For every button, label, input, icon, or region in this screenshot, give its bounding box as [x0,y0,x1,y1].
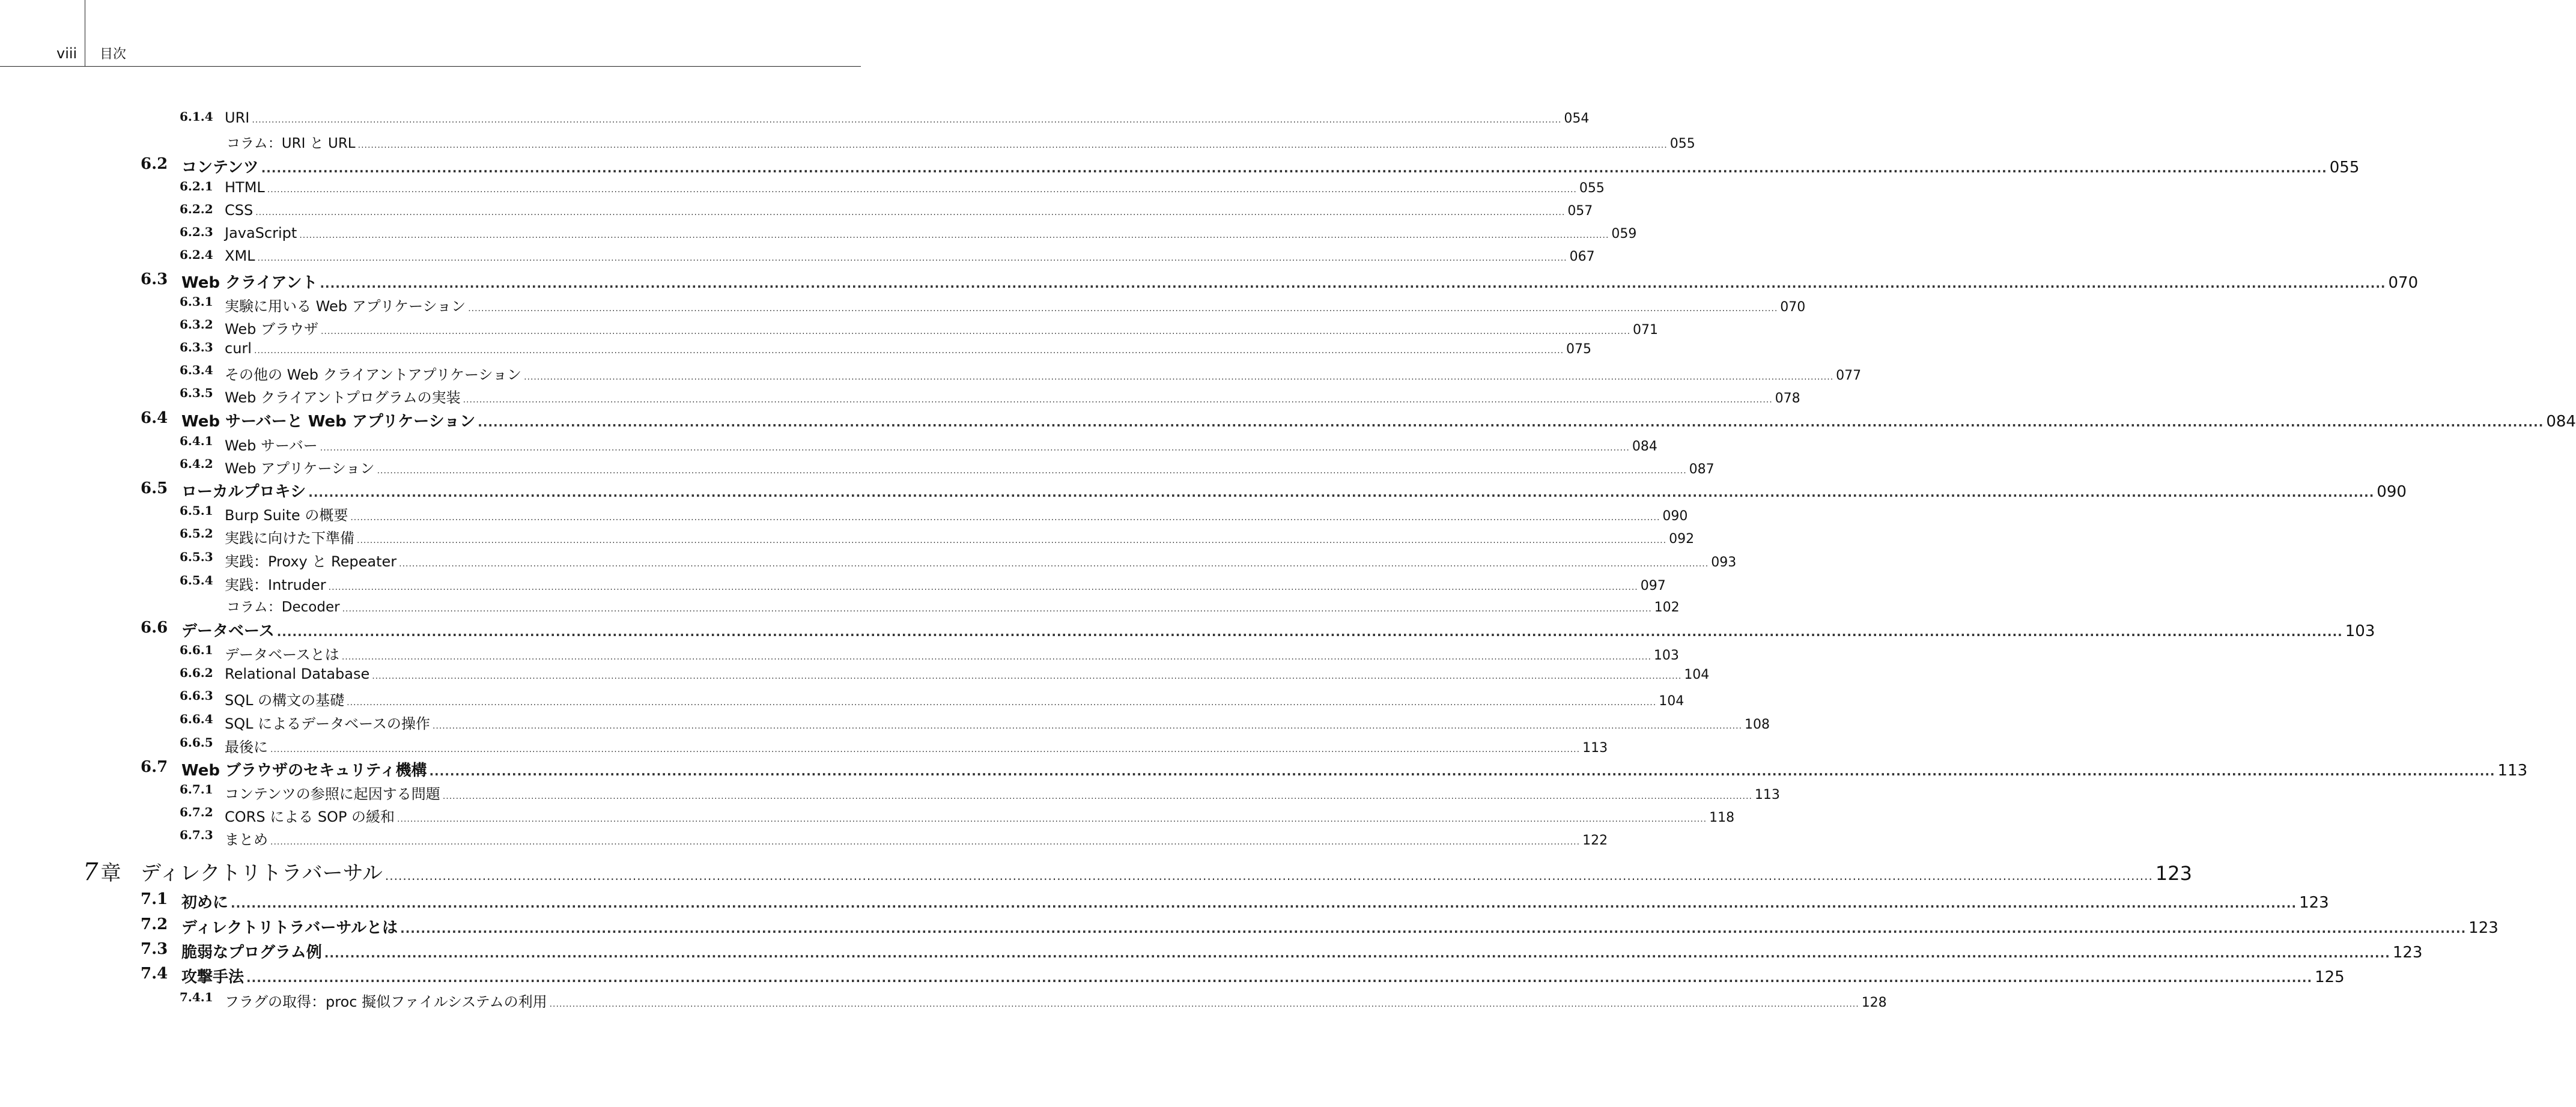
toc-subsection-entry [180,503,1688,524]
toc-section-entry [141,915,2499,937]
toc-entry-title: Web サーバーと Web アプリケーション [181,413,476,431]
dot-leader: ................................................................................................................................................................................................................................................................................................................................................................................................................ [270,837,1581,847]
toc-entry-page: 070 [2388,274,2419,292]
toc-section-entry [141,758,2528,780]
dot-leader: ................................................................................................................................................................................................................................................................................................................................................................................................................ [524,372,1834,382]
toc-entry-number [83,857,121,886]
toc-subsection-entry [180,573,1666,593]
toc-entry-page: 057 [1567,204,1593,219]
toc-entry-title: URI [225,109,250,126]
dot-leader: ................................................................................................................................................................................................................................................................................................................................................................................................................ [270,745,1581,754]
dot-leader: ................................................................................................................................................................................................................................................................................................................................................................................................................ [342,604,1652,614]
toc-entry-page: 071 [1633,323,1659,338]
toc-entry-title: コンテンツの参照に起因する問題 [225,786,440,802]
dot-leader: ................................................................................................................................................................................................................................................................................................................................................................................................................ [377,466,1687,476]
dot-leader: ................................................................................................................................................................................................................................................................................................................................................................................................................ [384,869,2153,883]
toc-section-entry [141,155,2360,177]
dot-leader: ................................................................................................................................................................................................................................................................................................................................................................................................................ [257,253,1567,263]
toc-entry-title: JavaScript [225,225,297,241]
toc-entry-number: 6.3.3 [180,340,213,354]
toc-subsection-entry [180,828,1608,848]
toc-subsection-entry [180,340,1592,358]
toc-subsection-entry [180,782,1780,802]
toc-subsection-entry [180,202,1593,220]
dot-leader: ................................................................................................................................................................................................................................................................................................................................................................................................................ [320,327,1631,336]
chapter-number: 7 [83,858,99,886]
toc-entry-page: 123 [2468,919,2499,937]
toc-subsection-entry [180,109,1590,127]
toc-entry-page: 103 [1653,648,1679,663]
toc-subsection-entry [180,990,1887,1010]
toc-entry-title: ローカルプロキシ [181,483,306,501]
toc-subsection-entry [180,456,1715,477]
toc-entry-title: フラグの取得：proc 擬似ファイルシステムの利用 [225,993,547,1010]
toc-entry-page: 118 [1709,810,1735,825]
toc-entry-number: 6.5.4 [180,573,213,587]
toc-entry-page: 104 [1659,694,1684,709]
toc-entry-title: Relational Database [225,666,370,682]
toc-entry-title: 実践に向けた下準備 [225,530,354,547]
toc-entry-number: 7.1 [141,890,168,908]
toc-entry-number: 6.2.4 [180,247,213,262]
toc-entry-number: 6.4.2 [180,456,213,471]
toc-entry-number: 6.5.2 [180,526,213,541]
toc-entry-title: その他の Web クライアントアプリケーション [225,366,522,383]
toc-subsection-entry [180,317,1659,338]
toc-entry-page: 059 [1611,226,1637,241]
toc-entry-page: 113 [1754,787,1780,802]
toc-entry-page: 123 [2155,862,2192,885]
dot-leader: ................................................................................................................................................................................................................................................................................................................................................................................................................ [324,946,2390,960]
toc-entry-page: 077 [1836,368,1862,383]
page-number: viii [56,45,77,62]
dot-leader: ................................................................................................................................................................................................................................................................................................................................................................................................................ [347,698,1657,708]
toc-entry-title: Web サーバー [225,437,318,454]
toc-entry-page: 054 [1564,111,1590,126]
dot-leader: ................................................................................................................................................................................................................................................................................................................................................................................................................ [350,513,1660,523]
toc-entry-title: 脆弱なプログラム例 [181,944,322,962]
dot-leader: ................................................................................................................................................................................................................................................................................................................................................................................................................ [372,672,1682,681]
toc-section-entry [141,965,2345,986]
toc-entry-number: 6.3.1 [180,294,213,309]
toc-entry-number: 6.6.1 [180,643,213,657]
toc-entry-number: 7.3 [141,940,168,958]
toc-entry-page: 128 [1861,995,1887,1010]
toc-entry-number: 6.6.2 [180,666,213,680]
toc-entry-page: 102 [1654,600,1680,615]
toc-entry-page: 078 [1775,391,1800,406]
toc-entry-page: 123 [2392,944,2423,962]
dot-leader: ................................................................................................................................................................................................................................................................................................................................................................................................................ [261,161,2327,175]
toc-column-entry [226,596,1680,615]
toc-entry-page: 104 [1684,667,1710,682]
toc-subsection-entry [180,247,1595,265]
toc-subsection-entry [180,294,1806,315]
toc-entry-number: 6.7.1 [180,782,213,796]
toc-entry-number: 6.7 [141,758,168,776]
dot-leader: ................................................................................................................................................................................................................................................................................................................................................................................................................ [254,346,1564,356]
toc-entry-title: まとめ [225,831,268,848]
toc-entry-number: 6.3.5 [180,386,213,400]
toc-section-entry [141,940,2423,962]
dot-leader: ................................................................................................................................................................................................................................................................................................................................................................................................................ [320,443,1630,453]
toc-entry-title: コラム：URI と URL [226,136,356,151]
running-title: 目次 [100,47,127,62]
dot-leader: ................................................................................................................................................................................................................................................................................................................................................................................................................ [429,764,2496,778]
toc-entry-number: 6.2 [141,155,168,173]
toc-subsection-entry [180,526,1695,547]
dot-leader: ................................................................................................................................................................................................................................................................................................................................................................................................................ [397,814,1707,824]
toc-entry-number: 6.3.4 [180,363,213,377]
toc-entry-page: 125 [2315,968,2345,986]
toc-entry-number: 7.4.1 [180,990,213,1004]
toc-entry-page: 055 [1669,136,1695,151]
toc-entry-page: 070 [1780,300,1806,315]
toc-subsection-entry [180,735,1608,756]
dot-leader: ................................................................................................................................................................................................................................................................................................................................................................................................................ [320,276,2386,291]
toc-section-entry [141,270,2419,292]
toc-entry-title: curl [225,340,252,357]
dot-leader: ................................................................................................................................................................................................................................................................................................................................................................................................................ [267,185,1577,195]
toc-entry-number: 6.5.1 [180,503,213,518]
toc-entry-title: 実践：Proxy と Repeater [225,553,397,570]
toc-entry-number: 6.6 [141,619,168,637]
toc-entry-page: 084 [2546,413,2576,431]
toc-entry-title: 初めに [181,894,229,912]
toc-entry-page: 103 [2345,622,2375,640]
toc-entry-number: 6.7.2 [180,805,213,819]
toc-entry-number: 6.2.3 [180,225,213,239]
toc-subsection-entry [180,434,1657,454]
toc-section-entry [141,479,2407,501]
toc-subsection-entry [180,712,1770,732]
dot-leader: ................................................................................................................................................................................................................................................................................................................................................................................................................ [276,625,2343,639]
toc-entry-title: ディレクトリトラバーサルとは [181,919,398,937]
toc-entry-title: Web ブラウザのセキュリティ機構 [181,762,427,780]
toc-entry-title: Web アプリケーション [225,460,375,477]
toc-entry-number: 6.3.2 [180,317,213,332]
toc-entry-page: 090 [2377,483,2407,501]
toc-entry-number: 6.4 [141,409,168,427]
toc-entry-number: 6.2.1 [180,179,213,193]
dot-leader: ................................................................................................................................................................................................................................................................................................................................................................................................................ [468,304,1778,314]
toc-entry-page: 108 [1745,717,1770,732]
toc-entry-page: 067 [1569,249,1595,264]
dot-leader: ................................................................................................................................................................................................................................................................................................................................................................................................................ [246,971,2313,985]
toc-entry-title: コラム：Decoder [226,599,340,615]
toc-entry-page: 113 [1582,741,1608,756]
toc-entry-page: 123 [2299,894,2329,912]
toc-entry-title: 最後に [225,739,268,756]
toc-entry-number: 6.6.4 [180,712,213,726]
toc-entry-number: 6.5 [141,479,168,497]
dot-leader: ................................................................................................................................................................................................................................................................................................................................................................................................................ [399,559,1709,569]
dot-leader: ................................................................................................................................................................................................................................................................................................................................................................................................................ [341,652,1651,662]
toc-entry-number: 6.3 [141,270,168,288]
dot-leader: ................................................................................................................................................................................................................................................................................................................................................................................................................ [328,583,1638,592]
toc-entry-page: 122 [1582,833,1608,848]
toc-entry-title: CORS による SOP の緩和 [225,808,395,825]
toc-entry-title: データベースとは [225,646,339,663]
toc-entry-number: 6.5.3 [180,550,213,564]
toc-entry-number: 7.2 [141,915,168,933]
toc-entry-title: 実践：Intruder [225,577,326,593]
dot-leader: ................................................................................................................................................................................................................................................................................................................................................................................................................ [432,721,1743,731]
toc-chapter-entry [83,857,2192,886]
toc-section-entry [141,619,2375,640]
dot-leader: ................................................................................................................................................................................................................................................................................................................................................................................................................ [549,999,1859,1009]
toc-entry-title: Web クライアント [181,274,318,292]
toc-entry-page: 093 [1711,555,1737,570]
toc-section-entry [141,409,2576,431]
toc-entry-number: 6.2.2 [180,202,213,216]
toc-entry-number: 6.7.3 [180,828,213,842]
toc-entry-title: CSS [225,202,254,219]
toc-entry-title: Burp Suite の概要 [225,507,348,524]
toc-subsection-entry [180,688,1684,709]
dot-leader: ................................................................................................................................................................................................................................................................................................................................................................................................................ [299,231,1609,240]
toc-entry-title: Web ブラウザ [225,321,318,338]
toc-entry-page: 055 [2329,159,2360,177]
toc-subsection-entry [180,643,1679,663]
toc-entry-title: コンテンツ [181,159,259,177]
toc-entry-page: 075 [1566,342,1592,357]
toc-entry-page: 090 [1662,509,1688,524]
dot-leader: ................................................................................................................................................................................................................................................................................................................................................................................................................ [255,208,1566,217]
toc-entry-title: 攻撃手法 [181,968,245,986]
dot-leader: ................................................................................................................................................................................................................................................................................................................................................................................................................ [231,896,2297,911]
dot-leader: ................................................................................................................................................................................................................................................................................................................................................................................................................ [357,141,1668,150]
toc-subsection-entry [180,550,1737,570]
toc-subsection-entry [180,179,1605,197]
toc-column-entry [226,132,1695,151]
dot-leader: ................................................................................................................................................................................................................................................................................................................................................................................................................ [308,485,2375,500]
toc-entry-number: 7.4 [141,965,168,983]
toc-section-entry [141,890,2329,912]
toc-entry-number: 6.4.1 [180,434,213,448]
toc-entry-title: XML [225,247,255,264]
toc-entry-title: SQL の構文の基礎 [225,692,345,709]
toc-subsection-entry [180,363,1862,383]
toc-entry-number: 6.6.5 [180,735,213,750]
toc-entry-number: 6.6.3 [180,688,213,703]
toc-entry-page: 097 [1640,578,1666,593]
dot-leader: ................................................................................................................................................................................................................................................................................................................................................................................................................ [252,115,1562,125]
dot-leader: ................................................................................................................................................................................................................................................................................................................................................................................................................ [400,921,2467,936]
toc-subsection-entry [180,666,1710,684]
toc-subsection-entry [180,805,1735,825]
toc-entry-title: 実験に用いる Web アプリケーション [225,298,466,315]
dot-leader: ................................................................................................................................................................................................................................................................................................................................................................................................................ [357,536,1667,545]
toc-entry-title: SQL によるデータベースの操作 [225,715,430,732]
toc-entry-page: 084 [1632,439,1657,454]
toc-entry-page: 113 [2497,762,2528,780]
toc-subsection-entry [180,225,1637,243]
toc-entry-number: 6.1.4 [180,109,213,124]
toc-entry-title: データベース [181,622,275,640]
dot-leader: ................................................................................................................................................................................................................................................................................................................................................................................................................ [478,415,2544,429]
dot-leader: ................................................................................................................................................................................................................................................................................................................................................................................................................ [463,395,1773,405]
toc-subsection-entry [180,386,1800,406]
dot-leader: ................................................................................................................................................................................................................................................................................................................................................................................................................ [442,792,1752,801]
chapter-suffix: 章 [100,861,121,885]
toc-entry-page: 092 [1669,532,1695,547]
toc-entry-page: 055 [1579,181,1605,196]
toc-entry-title: ディレクトリトラバーサル [141,861,383,885]
toc-entry-title: HTML [225,179,265,196]
toc-entry-title: Web クライアントプログラムの実装 [225,389,461,406]
toc-entry-page: 087 [1689,462,1715,477]
